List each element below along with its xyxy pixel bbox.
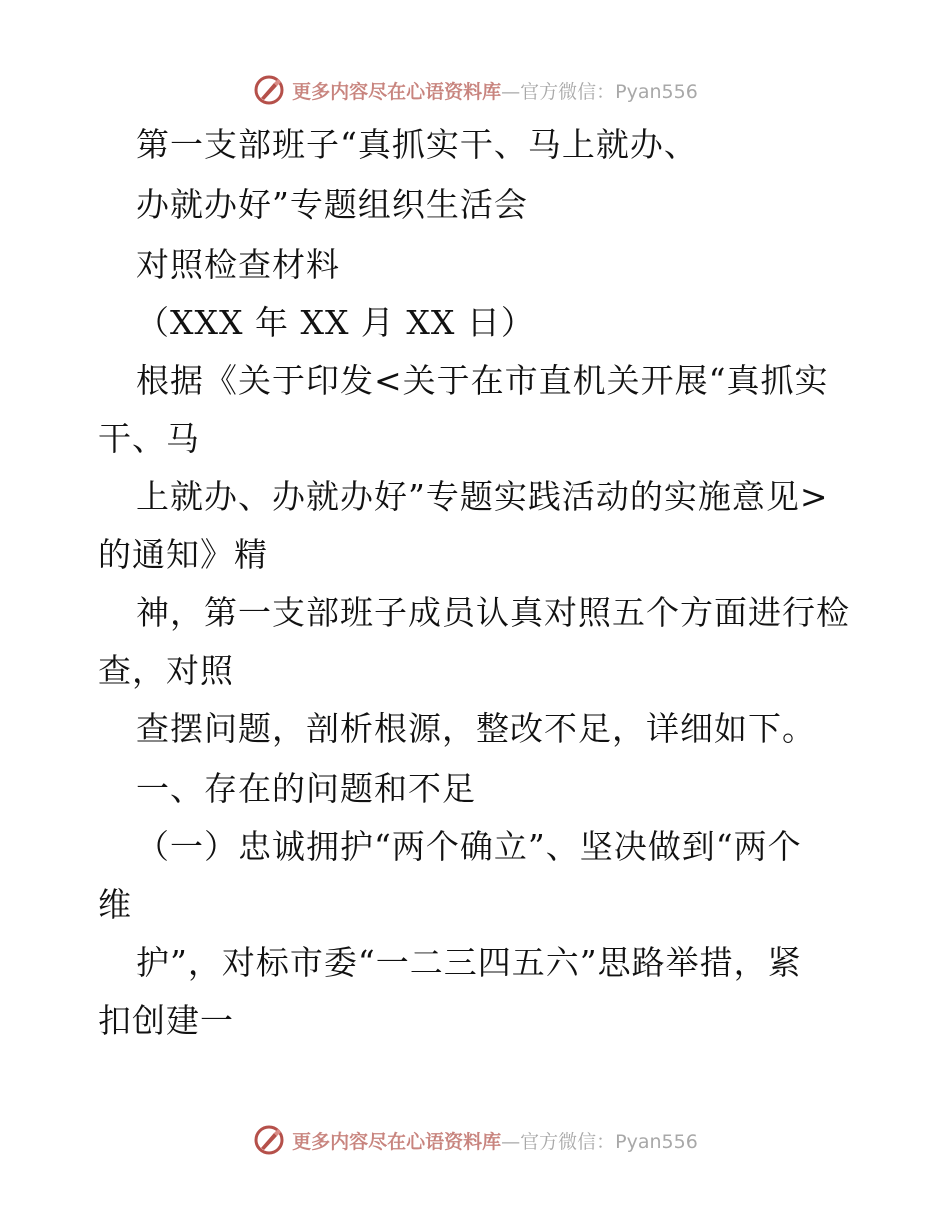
subsection-heading-line: 维 bbox=[98, 885, 132, 924]
watermark-contact: 官方微信：Pyan556 bbox=[520, 80, 698, 103]
watermark-brand: 更多内容尽在心语资料库 bbox=[292, 1130, 502, 1153]
subsection-heading-line: （一）忠诚拥护“两个确立”、坚决做到“两个 bbox=[136, 827, 802, 866]
pen-logo-icon bbox=[252, 1123, 286, 1157]
doc-title-line-2: 办就办好”专题组织生活会 bbox=[136, 185, 528, 224]
watermark-dash: — bbox=[501, 1130, 521, 1153]
paragraph-line: 神，第一支部班子成员认真对照五个方面进行检 bbox=[136, 593, 850, 632]
section-heading: 一、存在的问题和不足 bbox=[136, 769, 476, 808]
header-watermark bbox=[0, 70, 950, 110]
paragraph-line: 查，对照 bbox=[98, 651, 234, 690]
doc-date-line: （XXX 年 XX 月 XX 日） bbox=[136, 303, 535, 342]
footer-watermark bbox=[0, 1120, 950, 1160]
watermark-brand: 更多内容尽在心语资料库 bbox=[292, 80, 502, 103]
watermark-contact: 官方微信：Pyan556 bbox=[520, 1130, 698, 1153]
watermark-text bbox=[292, 77, 698, 104]
doc-title-line-1: 第一支部班子“真抓实干、马上就办、 bbox=[136, 125, 698, 164]
paragraph-line: 干、马 bbox=[98, 419, 200, 458]
paragraph-line: 根据《关于印发<关于在市直机关开展“真抓实 bbox=[136, 361, 829, 400]
paragraph-line: 扣创建一 bbox=[98, 1001, 234, 1040]
doc-title-line-3: 对照检查材料 bbox=[136, 245, 340, 284]
paragraph-line: 的通知》精 bbox=[98, 535, 268, 574]
pen-logo-icon bbox=[252, 73, 286, 107]
watermark-text bbox=[292, 1127, 698, 1154]
paragraph-line: 护”，对标市委“一二三四五六”思路举措，紧 bbox=[136, 943, 802, 982]
paragraph-line: 查摆问题，剖析根源，整改不足，详细如下。 bbox=[136, 709, 816, 748]
watermark-dash: — bbox=[501, 80, 521, 103]
paragraph-line: 上就办、办就办好”专题实践活动的实施意见> bbox=[136, 477, 829, 516]
